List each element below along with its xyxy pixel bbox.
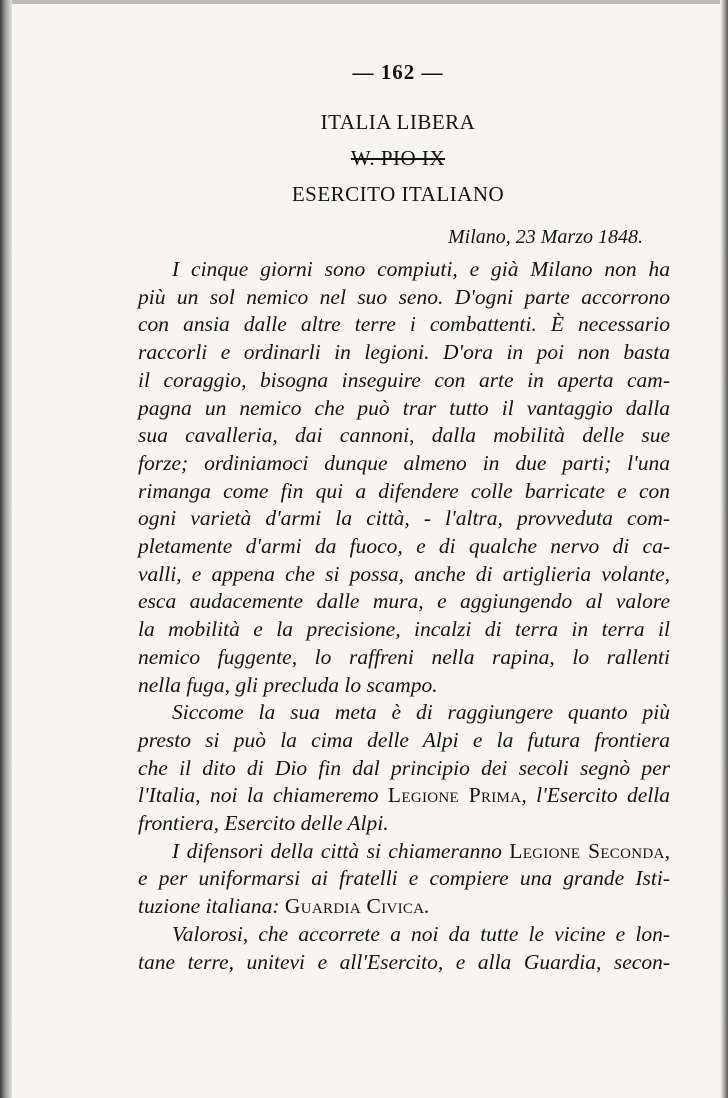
text-line: I cinque giorni sono compiuti, e già Milano non ha bbox=[172, 257, 670, 281]
text-line: rimanga come fin qui a difendere colle barricate e con bbox=[138, 478, 670, 503]
text-line: valli, e appena che si possa, anche di artiglieria volante, bbox=[138, 561, 670, 586]
proclamation-body bbox=[138, 256, 670, 976]
text-line: che il dito di Dio fin dal principio dei secoli segnò per bbox=[138, 755, 670, 780]
dateline: Milano, 23 Marzo 1848. bbox=[448, 226, 643, 248]
text-run: . bbox=[424, 894, 430, 919]
text-line: con ansia dalle altre terre i combattenti. È necessario bbox=[138, 312, 670, 337]
text-line: pagna un nemico che può trar tutto il vantaggio dalla bbox=[138, 395, 670, 420]
text-line: il coraggio, bisogna inseguire con arte in aperta cam- bbox=[138, 367, 670, 392]
heading-pio-ix-text: W. PIO IX bbox=[350, 146, 446, 170]
text-line: e per uniformarsi ai fratelli e compiere una grande Isti- bbox=[138, 866, 670, 891]
text-line: raccorli e ordinarli in legioni. D'ora in poi non basta bbox=[138, 340, 670, 365]
heading-esercito-italiano: ESERCITO ITALIANO bbox=[291, 182, 505, 206]
text-line bbox=[138, 838, 670, 866]
paragraph-4 bbox=[138, 921, 670, 976]
text-run: l'Italia, noi la chiameremo bbox=[138, 783, 388, 808]
text-line: nella fuga, gli precluda lo scampo. bbox=[138, 672, 438, 697]
text-line: Valorosi, che accorrete a noi da tutte le vicine e lon- bbox=[172, 921, 670, 946]
text-run: tuzione italiana: bbox=[138, 894, 285, 919]
heading-pio-ix bbox=[0, 146, 728, 171]
text-line: tane terre, unitevi e all'Esercito, e alla Guardia, secon- bbox=[138, 949, 670, 974]
legione-prima-name: Legione Prima bbox=[387, 783, 522, 808]
paragraph-2 bbox=[138, 699, 670, 838]
page-top-edge bbox=[0, 0, 728, 4]
text-line: frontiera, Esercito delle Alpi. bbox=[138, 811, 389, 836]
text-line bbox=[138, 893, 670, 921]
text-line: Siccome la sua meta è di raggiungere quanto più bbox=[172, 700, 670, 725]
text-line bbox=[138, 782, 670, 810]
text-line: più un sol nemico nel suo seno. D'ogni parte accorrono bbox=[138, 284, 670, 309]
legione-seconda-name: Legione Seconda bbox=[509, 838, 665, 863]
text-run: I difensori della città si chiameranno bbox=[172, 838, 510, 863]
text-line: la mobilità e la precisione, incalzi di terra in terra il bbox=[138, 617, 670, 642]
text-run: , l'Esercito della bbox=[521, 783, 670, 808]
text-line: ogni varietà d'armi la città, - l'altra, provveduta com- bbox=[138, 506, 670, 531]
text-line: forze; ordiniamoci dunque almeno in due parti; l'una bbox=[138, 450, 670, 475]
text-line: presto si può la cima delle Alpi e la futura frontiera bbox=[138, 727, 670, 752]
heading-italia-libera: ITALIA LIBERA bbox=[320, 110, 476, 134]
guardia-civica-name: Guardia Civica bbox=[284, 894, 425, 919]
text-line: esca audacemente dalle mura, e aggiungendo al valore bbox=[138, 589, 670, 614]
page-number: — 162 — bbox=[352, 60, 444, 84]
paragraph-1 bbox=[138, 256, 670, 699]
text-run: , bbox=[664, 838, 671, 863]
text-line: sua cavalleria, dai cannoni, dalla mobilità delle sue bbox=[138, 423, 670, 448]
paragraph-3 bbox=[138, 838, 670, 921]
text-line: nemico fuggente, lo raffreni nella rapina, lo rallenti bbox=[138, 644, 670, 669]
text-line: pletamente d'armi da fuoco, e di qualche nervo di ca- bbox=[138, 534, 670, 559]
